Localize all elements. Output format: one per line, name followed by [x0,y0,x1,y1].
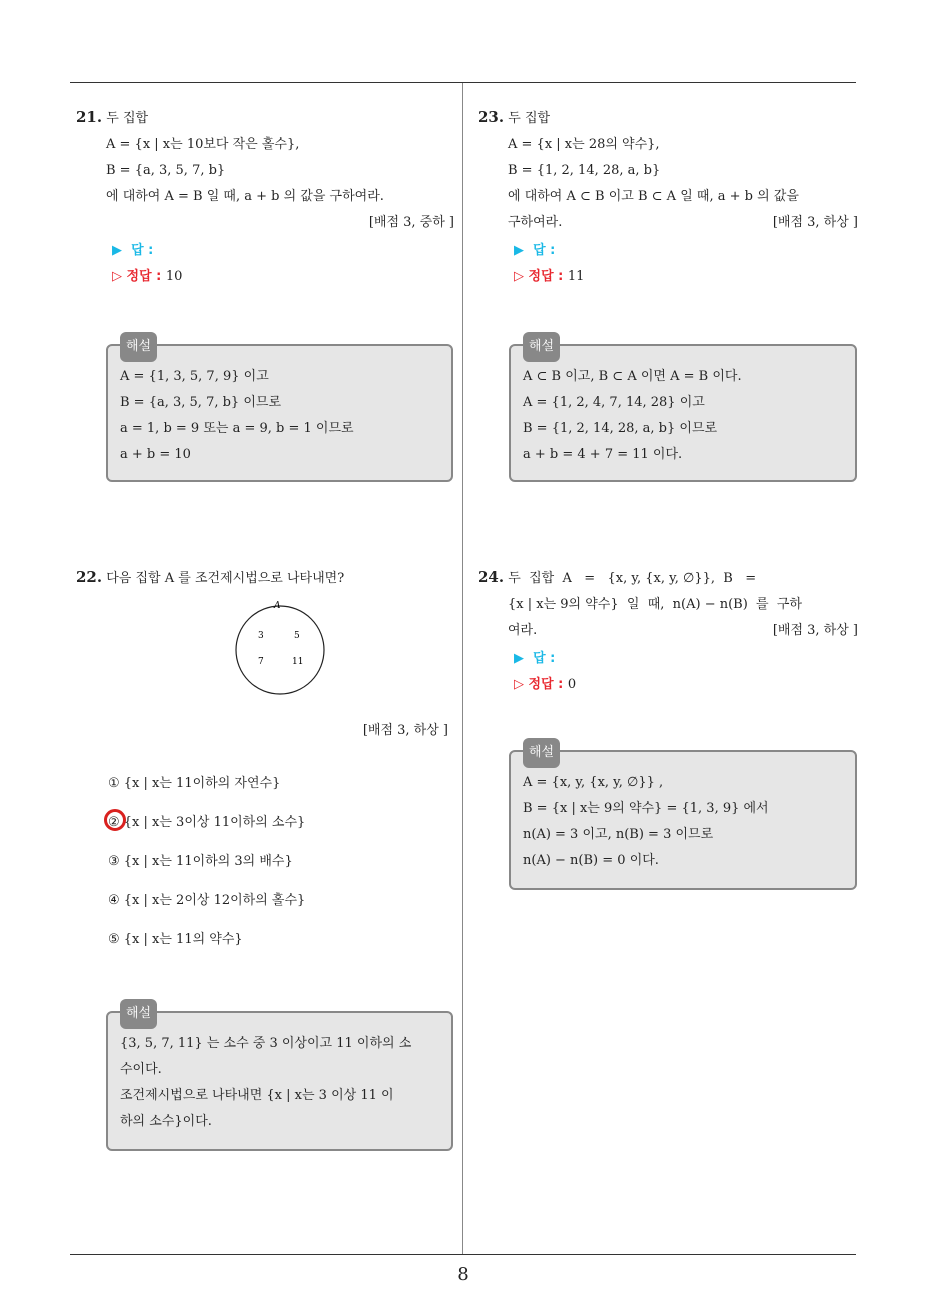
explanation-tag: 해설 [523,738,560,768]
score-label: [배점 3, 하상 ] [772,215,858,230]
explanation-line: A = {1, 2, 4, 7, 14, 28} 이고 [523,395,705,410]
question-line: 두 집합 A = {x, y, {x, y, ∅}}, B = [508,571,757,586]
venn-element: 11 [292,657,304,667]
explanation-line: A = {1, 3, 5, 7, 9} 이고 [120,369,269,384]
column-divider [462,83,463,1255]
question-line: B = {a, 3, 5, 7, b} [106,163,226,178]
question-line: 에 대하여 A = B 일 때, a + b 의 값을 구하여라. [106,189,384,204]
explanation-tag: 해설 [120,999,157,1029]
option-5[interactable]: ⑤ {x | x는 11의 약수} [108,932,243,947]
explanation-line: B = {a, 3, 5, 7, b} 이므로 [120,395,282,410]
question-line-with-score [478,618,858,644]
venn-diagram [230,598,330,698]
venn-element: 3 [258,631,264,641]
play-icon: ▶ [514,651,524,666]
answer-row [478,646,858,672]
correct-label: 정답 : [528,269,564,284]
explanation-line: A ⊂ B 이고, B ⊂ A 이면 A = B 이다. [523,369,742,384]
option-3[interactable]: ③ {x | x는 11이하의 3의 배수} [108,854,293,869]
answer-label: 답 : [533,243,556,258]
triangle-outline-icon: ▷ [112,269,122,284]
question-title: 두 집합 [106,111,149,126]
bottom-rule [70,1254,856,1255]
explanation-box-21 [106,339,453,482]
correct-answer-row [478,264,858,290]
explanation-line: a + b = 10 [120,447,191,462]
score-row-22 [76,718,448,744]
triangle-outline-icon: ▷ [514,269,524,284]
option-2[interactable]: ② {x | x는 3이상 11이하의 소수} [108,815,306,830]
question-23 [478,104,858,290]
score-label: [배점 3, 하상 ] [772,623,858,638]
correct-value: 10 [165,269,183,284]
question-22 [76,564,454,592]
question-line: {x | x는 9의 약수} 일 때, n(A) − n(B) 를 구하 [508,597,802,612]
explanation-line: 하의 소수}이다. [120,1114,212,1129]
explanation-line: 수이다. [120,1062,162,1077]
answer-label: 답 : [131,243,154,258]
correct-value: 0 [567,677,577,692]
answer-row [76,238,454,264]
question-number: 21. [76,108,103,126]
explanation-line: n(A) = 3 이고, n(B) = 3 이므로 [523,827,714,842]
explanation-line: a + b = 4 + 7 = 11 이다. [523,447,683,462]
correct-answer-row [76,264,454,290]
page-number: 8 [457,1264,469,1285]
question-number: 23. [478,108,505,126]
question-line: 여라. [508,623,538,638]
explanation-tag: 해설 [523,332,560,362]
set-circle [236,606,324,694]
question-line: 에 대하여 A ⊂ B 이고 B ⊂ A 일 때, a + b 의 값을 [508,189,799,204]
explanation-line: B = {1, 2, 14, 28, a, b} 이므로 [523,421,718,436]
question-number: 22. [76,568,103,586]
question-line-with-score [478,210,858,236]
correct-value: 11 [567,269,585,284]
question-line: A = {x | x는 10보다 작은 홀수}, [106,137,300,152]
explanation-box-24 [509,745,857,890]
explanation-box-23 [509,339,857,482]
option-1[interactable]: ① {x | x는 11이하의 자연수} [108,776,281,791]
play-icon: ▶ [514,243,524,258]
question-24 [478,564,858,698]
question-title: 두 집합 [508,111,551,126]
option-4[interactable]: ④ {x | x는 2이상 12이하의 홀수} [108,893,306,908]
question-line: 구하여라. [508,215,563,230]
venn-element: 5 [294,631,300,641]
question-line: B = {1, 2, 14, 28, a, b} [508,163,661,178]
explanation-line: 조건제시법으로 나타내면 {x | x는 3 이상 11 이 [120,1088,394,1103]
question-line: A = {x | x는 28의 약수}, [508,137,660,152]
triangle-outline-icon: ▷ [514,677,524,692]
question-number: 24. [478,568,505,586]
score-label: [배점 3, 중하 ] [368,215,454,230]
explanation-line: a = 1, b = 9 또는 a = 9, b = 1 이므로 [120,421,354,436]
answer-label: 답 : [533,651,556,666]
answer-row [478,238,858,264]
explanation-line: B = {x | x는 9의 약수} = {1, 3, 9} 에서 [523,801,769,816]
venn-set-label: A [274,601,281,611]
correct-label: 정답 : [528,677,564,692]
explanation-line: A = {x, y, {x, y, ∅}} , [523,775,664,790]
explanation-tag: 해설 [120,332,157,362]
question-title: 다음 집합 A 를 조건제시법으로 나타내면? [106,571,345,586]
explanation-box-22 [106,1006,453,1151]
correct-answer-row [478,672,858,698]
explanation-line: {3, 5, 7, 11} 는 소수 중 3 이상이고 11 이하의 소 [120,1036,412,1051]
play-icon: ▶ [112,243,122,258]
question-21 [76,104,454,290]
venn-element: 7 [258,657,264,667]
top-rule [70,82,856,83]
correct-label: 정답 : [126,269,162,284]
selected-answer-circle [104,809,126,831]
score-label: [배점 3, 하상 ] [362,723,448,738]
explanation-line: n(A) − n(B) = 0 이다. [523,853,659,868]
